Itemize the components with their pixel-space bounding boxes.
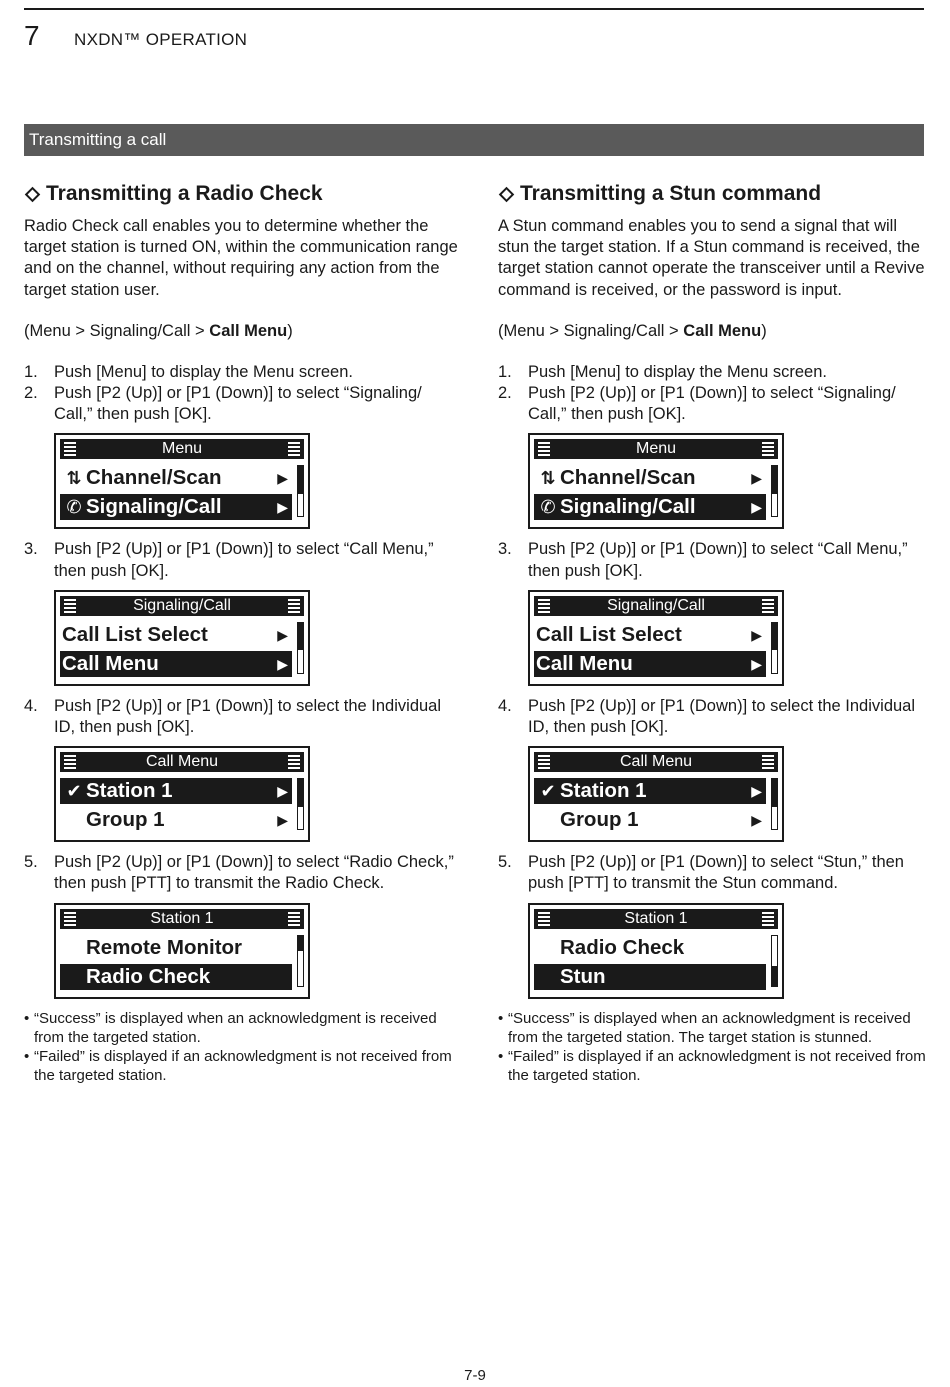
lcd-body (534, 935, 778, 990)
arrow-right-icon: ▶ (751, 499, 762, 516)
step-list (24, 539, 464, 581)
lcd-row-label: Channel/Scan (560, 466, 696, 490)
step-3 (24, 539, 464, 581)
lcd-title-bar (60, 596, 304, 616)
list-icon (538, 755, 550, 769)
step-3 (498, 539, 928, 581)
lcd-title: Menu (161, 440, 203, 458)
step-list (24, 696, 464, 738)
lcd-title: Signaling/Call (607, 596, 705, 614)
lcd-signaling-call-screen (528, 590, 784, 686)
menu-path (498, 321, 928, 342)
phone-icon: ✆ (540, 497, 556, 518)
list-icon (538, 912, 550, 926)
stun-intro: A Stun command enables you to send a signal that will stun the target station. If a Stun command is received, the target station cannot operate the transceiver until a Revive command is received, or the password is input. (498, 217, 925, 299)
list-icon (64, 912, 76, 926)
list-icon (64, 442, 76, 456)
notes-list (498, 1009, 928, 1086)
arrow-right-icon: ▶ (751, 470, 762, 487)
step-text: Push [P2 (Up)] or [P1 (Down)] to select “Signaling/ Call,” then push [OK]. (528, 384, 896, 424)
scroll-thumb (772, 966, 777, 986)
diamond-icon (499, 186, 515, 202)
step-4 (24, 696, 464, 738)
lcd-title: Call Menu (145, 753, 219, 771)
step-text: Push [P2 (Up)] or [P1 (Down)] to select “Radio Check,” then push [PTT] to transmit the Radio Check. (54, 853, 454, 893)
step-number: 2. (498, 384, 512, 403)
path-prefix: (Menu > Signaling/Call > (24, 321, 210, 340)
notes-list (24, 1009, 464, 1086)
lcd-row-label: Group 1 (560, 808, 639, 832)
note-text: “Success” is displayed when an acknowledgment is received from the targeted station. The target station is stunned. (508, 1009, 911, 1046)
lcd-menu-screen (528, 433, 784, 529)
list-icon (762, 442, 774, 456)
path-suffix: ) (287, 321, 293, 340)
lcd-row[interactable] (534, 935, 766, 961)
step-list (498, 539, 928, 581)
step-list (498, 362, 928, 426)
path-bold: Call Menu (209, 321, 288, 340)
note-text: “Failed” is displayed if an acknowledgment is not received from the targeted station. (34, 1048, 452, 1085)
lcd-title-bar (534, 909, 778, 929)
step-5 (24, 852, 464, 894)
step-number: 4. (24, 696, 38, 715)
step-list (498, 852, 928, 894)
lcd-station-screen (528, 903, 784, 999)
list-icon (288, 755, 300, 769)
radio-check-intro: Radio Check call enables you to determine whether the target station is turned ON, within the communication range and on the channel, without requiring any action from the target station user. (24, 217, 458, 299)
lcd-row-label: Group 1 (86, 808, 165, 832)
step-list (24, 852, 464, 894)
lcd-body (60, 622, 304, 677)
scroll-thumb (298, 623, 303, 651)
lcd-title: Station 1 (624, 909, 688, 927)
radio-check-heading (24, 180, 464, 208)
scroll-thumb (298, 779, 303, 807)
step-5 (498, 852, 928, 894)
list-icon (538, 442, 550, 456)
step-text: Push [P2 (Up)] or [P1 (Down)] to select “Stun,” then push [PTT] to transmit the Stun command. (528, 853, 904, 893)
stun-heading (498, 180, 928, 208)
arrow-right-icon: ▶ (751, 626, 762, 643)
scroll-thumb (298, 466, 303, 494)
lcd-scrollbar (771, 778, 778, 830)
arrow-right-icon: ▶ (751, 655, 762, 672)
lcd-scrollbar (297, 622, 304, 674)
lcd-row-label: Remote Monitor (86, 935, 243, 959)
step-2 (498, 383, 928, 425)
step-text: Push [P2 (Up)] or [P1 (Down)] to select the Individual ID, then push [OK]. (54, 696, 442, 737)
channel-scan-icon: ⇅ (540, 468, 556, 489)
step-number: 1. (498, 362, 512, 381)
list-icon (762, 599, 774, 613)
step-number: 5. (24, 853, 38, 872)
arrow-right-icon: ▶ (277, 655, 288, 672)
lcd-menu-screen (54, 433, 310, 529)
lcd-row-selected[interactable] (534, 964, 766, 990)
step-number: 3. (24, 540, 38, 559)
lcd-scrollbar (771, 465, 778, 517)
lcd-row-selected[interactable] (534, 651, 766, 677)
lcd-scrollbar (297, 935, 304, 987)
step-text: Push [P2 (Up)] or [P1 (Down)] to select “Signaling/ Call,” then push [OK]. (54, 384, 422, 424)
chapter-number: 7 (24, 20, 40, 51)
step-text: Push [P2 (Up)] or [P1 (Down)] to select “Call Menu,” then push [OK]. (528, 540, 908, 580)
step-text: Push [P2 (Up)] or [P1 (Down)] to select the Individual ID, then push [OK]. (528, 696, 916, 737)
lcd-title-bar (60, 752, 304, 772)
lcd-row[interactable] (534, 807, 766, 833)
lcd-row-label: Call Menu (62, 651, 159, 675)
arrow-right-icon: ▶ (277, 812, 288, 829)
lcd-scrollbar (771, 622, 778, 674)
lcd-body (60, 778, 304, 833)
step-text: Push [Menu] to display the Menu screen. (54, 362, 353, 381)
lcd-body (534, 622, 778, 677)
step-4 (498, 696, 928, 738)
section-title: Transmitting a call (24, 124, 924, 156)
list-icon (288, 912, 300, 926)
lcd-title-bar (60, 439, 304, 459)
lcd-body (60, 465, 304, 520)
lcd-row-selected[interactable] (60, 964, 292, 990)
lcd-row-selected[interactable] (60, 651, 292, 677)
note-text: “Success” is displayed when an acknowledgment is received from the targeted station. (34, 1009, 437, 1046)
step-number: 4. (498, 696, 512, 715)
lcd-row-label: Channel/Scan (86, 466, 222, 490)
lcd-row-label: Stun (560, 964, 606, 988)
arrow-right-icon: ▶ (277, 470, 288, 487)
step-1 (498, 362, 928, 383)
phone-icon: ✆ (66, 497, 82, 518)
lcd-title: Signaling/Call (133, 596, 231, 614)
menu-path (24, 321, 464, 342)
bullet: • (24, 1009, 30, 1027)
bullet: • (498, 1048, 504, 1066)
lcd-row-label: Station 1 (86, 779, 173, 803)
lcd-title: Call Menu (619, 753, 693, 771)
step-number: 2. (24, 384, 38, 403)
lcd-signaling-call-screen (54, 590, 310, 686)
lcd-row-selected[interactable] (60, 494, 292, 520)
lcd-row-label: Radio Check (86, 964, 211, 988)
lcd-body (534, 778, 778, 833)
scroll-thumb (772, 623, 777, 651)
lcd-title-bar (60, 909, 304, 929)
list-icon (64, 755, 76, 769)
arrow-right-icon: ▶ (277, 626, 288, 643)
lcd-row-selected[interactable] (534, 494, 766, 520)
lcd-row[interactable] (60, 807, 292, 833)
step-text: Push [P2 (Up)] or [P1 (Down)] to select “Call Menu,” then push [OK]. (54, 540, 434, 580)
step-1 (24, 362, 464, 383)
lcd-row-label: Call List Select (62, 622, 208, 646)
arrow-right-icon: ▶ (751, 812, 762, 829)
list-icon (762, 912, 774, 926)
lcd-row[interactable] (60, 935, 292, 961)
lcd-call-menu-screen (54, 746, 310, 842)
scroll-thumb (772, 466, 777, 494)
arrow-right-icon: ▶ (277, 783, 288, 800)
checkmark-icon: ✔ (66, 781, 82, 802)
lcd-row-label: Radio Check (560, 935, 685, 959)
lcd-row-label: Signaling/Call (560, 495, 696, 519)
checkmark-icon: ✔ (540, 781, 556, 802)
page-number: 7-9 (464, 1367, 486, 1384)
lcd-title-bar (534, 439, 778, 459)
arrow-right-icon: ▶ (751, 783, 762, 800)
lcd-row-label: Call Menu (536, 651, 633, 675)
step-number: 5. (498, 853, 512, 872)
list-icon (538, 599, 550, 613)
list-icon (64, 599, 76, 613)
step-2 (24, 383, 464, 425)
stun-column (498, 180, 928, 1085)
heading-text: Transmitting a Stun command (520, 182, 822, 205)
lcd-row[interactable] (60, 465, 292, 491)
arrow-right-icon: ▶ (277, 499, 288, 516)
step-text: Push [Menu] to display the Menu screen. (528, 362, 827, 381)
bullet: • (24, 1048, 30, 1066)
lcd-call-menu-screen (528, 746, 784, 842)
diamond-icon (25, 186, 41, 202)
lcd-row-label: Call List Select (536, 622, 682, 646)
lcd-title: Menu (635, 440, 677, 458)
radio-check-column (24, 180, 464, 1085)
path-prefix: (Menu > Signaling/Call > (498, 321, 684, 340)
step-list (24, 362, 464, 426)
lcd-title-bar (534, 752, 778, 772)
lcd-row[interactable] (534, 465, 766, 491)
path-bold: Call Menu (683, 321, 762, 340)
step-list (498, 696, 928, 738)
path-suffix: ) (761, 321, 767, 340)
lcd-row[interactable] (60, 622, 292, 648)
lcd-row-selected[interactable] (534, 778, 766, 804)
scroll-thumb (772, 779, 777, 807)
note-text: “Failed” is displayed if an acknowledgment is not received from the targeted station. (508, 1048, 926, 1085)
chapter-title: NXDN™ OPERATION (74, 30, 248, 49)
lcd-row-label: Signaling/Call (86, 495, 222, 519)
lcd-scrollbar (297, 778, 304, 830)
lcd-row-label: Station 1 (560, 779, 647, 803)
lcd-body (534, 465, 778, 520)
channel-scan-icon: ⇅ (66, 468, 82, 489)
step-number: 1. (24, 362, 38, 381)
list-icon (288, 599, 300, 613)
bullet: • (498, 1009, 504, 1027)
note-item (24, 1009, 464, 1047)
heading-text: Transmitting a Radio Check (46, 182, 323, 205)
lcd-scrollbar (297, 465, 304, 517)
note-item (24, 1047, 464, 1085)
top-rule (24, 8, 924, 10)
step-number: 3. (498, 540, 512, 559)
lcd-body (60, 935, 304, 990)
lcd-row-selected[interactable] (60, 778, 292, 804)
lcd-row[interactable] (534, 622, 766, 648)
scroll-thumb (298, 936, 303, 951)
list-icon (762, 755, 774, 769)
lcd-title: Station 1 (150, 909, 214, 927)
note-item (498, 1047, 928, 1085)
note-item (498, 1009, 928, 1047)
lcd-station-screen (54, 903, 310, 999)
list-icon (288, 442, 300, 456)
lcd-title-bar (534, 596, 778, 616)
lcd-scrollbar (771, 935, 778, 987)
